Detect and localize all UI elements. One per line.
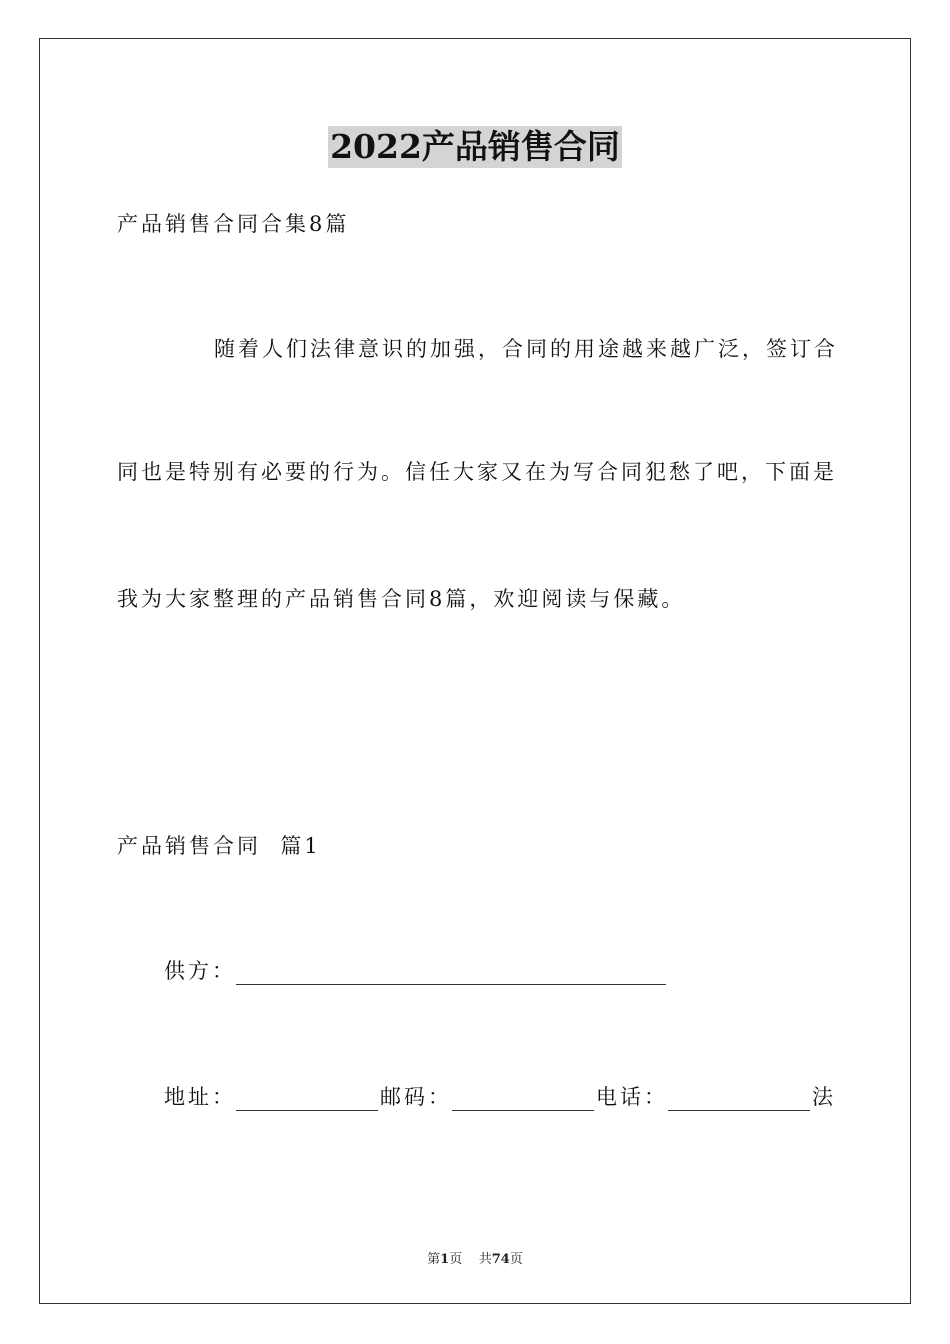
address-row bbox=[164, 1083, 836, 1111]
postcode-blank[interactable] bbox=[452, 1088, 594, 1111]
document-subtitle: 产品销售合同合集8篇 bbox=[117, 212, 350, 236]
address-blank[interactable] bbox=[236, 1088, 378, 1111]
footer-total-prefix: 共 bbox=[478, 1252, 492, 1267]
postcode-label: 邮码： bbox=[380, 1085, 452, 1109]
page-footer bbox=[0, 1248, 950, 1267]
trailing-char: 法 bbox=[812, 1085, 836, 1109]
footer-page: 1 bbox=[440, 1252, 450, 1267]
footer-page-suffix: 页 bbox=[449, 1252, 463, 1267]
document-title: 2022产品销售合同 bbox=[330, 127, 620, 166]
intro-line-2: 同也是特别有必要的行为。信任大家又在为写合同犯愁了吧，下面是 bbox=[117, 460, 837, 484]
supplier-label: 供方： bbox=[164, 959, 236, 983]
intro-line-3: 我为大家整理的产品销售合同8篇，欢迎阅读与保藏。 bbox=[117, 587, 686, 611]
phone-label: 电话： bbox=[596, 1085, 668, 1109]
intro-line-1: 随着人们法律意识的加强，合同的用途越来越广泛，签订合 bbox=[214, 337, 838, 361]
document-title-wrap bbox=[0, 126, 950, 168]
phone-blank[interactable] bbox=[668, 1088, 810, 1111]
address-label: 地址： bbox=[164, 1085, 236, 1109]
supplier-blank[interactable] bbox=[236, 962, 666, 985]
supplier-row bbox=[164, 957, 668, 985]
footer-total: 74 bbox=[491, 1252, 510, 1267]
section-heading: 产品销售合同 篇1 bbox=[117, 834, 321, 858]
footer-total-suffix: 页 bbox=[509, 1252, 523, 1267]
footer-prefix: 第 bbox=[427, 1252, 441, 1267]
